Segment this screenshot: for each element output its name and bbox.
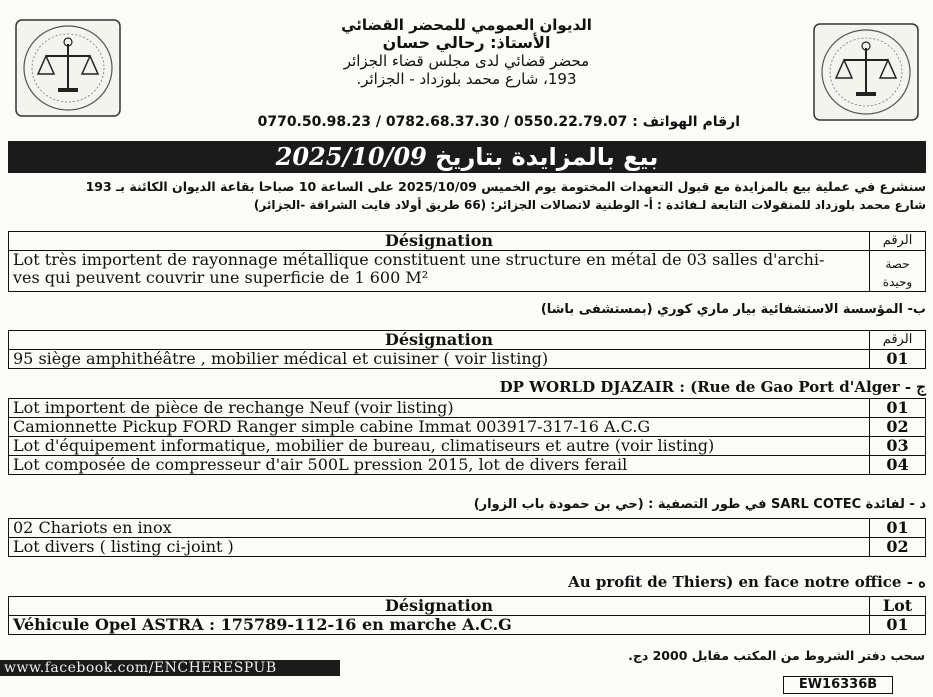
table-row [9,456,925,474]
banner-text: بيع بالمزايدة بتاريخ [435,143,659,171]
number-header: الرقم [869,331,925,349]
table-row [9,437,925,456]
number-header: Lot [869,597,925,615]
table-row [9,350,925,368]
lot-number: 01 [869,616,925,634]
lot-description: Lot composée de compresseur d'air 500L pression 2015, lot de divers ferail [13,456,628,474]
lot-number: 01 [869,350,925,368]
lot-description-line: Lot très importent de rayonnage métallique constituent une structure en métal de 03 salles d'archi- [13,251,825,269]
lot-number [869,251,925,291]
conditions-note: سحب دفتر الشروط من المكتب مقابل 2000 دج. [628,648,925,663]
office-header [140,16,793,88]
lot-description: Camionnette Pickup FORD Ranger simple cabine Immat 003917-317-16 A.C.G [13,418,651,436]
table-header [9,232,925,251]
office-name: الديوان العمومي للمحضر القضائي [341,16,592,34]
section-c-heading: ج - DP WORLD DJAZAIR : (Rue de Gao Port d'Alger [499,378,926,396]
auction-banner [8,141,926,173]
bailiff-title: محضر قضائي لدى مجلس قضاء الجزائر [343,52,590,70]
lot-number: 04 [869,456,925,474]
lot-description: 95 siège amphithéâtre , mobilier médical et cuisiner ( voir listing) [13,350,549,368]
table-header [9,331,925,350]
number-header: الرقم [869,232,925,250]
lot-number: 02 [869,418,925,436]
section-b-heading: ب- المؤسسة الاستشفائية بيار ماري كوري (بمستشفى باشا) [540,302,926,317]
scales-of-justice-icon [14,18,122,118]
lot-table-e [8,596,926,635]
designation-header: Désignation [384,331,494,349]
lot-number: 01 [869,399,925,417]
court-seal-logo-left [14,18,122,118]
lot-description [9,251,869,291]
lot-description: Lot importent de pièce de rechange Neuf (voir listing) [13,399,454,417]
lot-table-d [8,518,926,557]
court-seal-logo-right [812,22,920,122]
phones-value: 0770.50.98.23 / 0782.68.37.30 / 0550.22.79.07 [257,114,628,130]
lot-description-line: ves qui peuvent couvrir une superficie de 1 600 M² [13,268,429,287]
lot-description: 02 Chariots en inox [13,519,172,537]
phone-numbers [200,114,740,130]
table-header [9,597,925,616]
lot-number: 03 [869,437,925,455]
lot-description: Véhicule Opel ASTRA : 175789-112-16 en marche A.C.G [13,616,512,634]
lot-number-line: وحيدة [882,275,913,289]
reference-code: EW16336B [783,676,893,694]
banner-date: 2025/10/09 [275,142,427,171]
intro-line-2: شارع محمد بلوزداد للمنقولات التابعة لـفائدة : أ- الوطنية لاتصالات الجزائر: (66 طريق أولاد فايت الشراقة -الجزائر) [253,198,926,212]
section-d-heading: د - لفائدة SARL COTEC في طور التصفية : (حي بن حمودة باب الزوار) [473,497,926,512]
lot-number: 01 [869,519,925,537]
lot-number: 02 [869,538,925,556]
table-row [9,616,925,634]
lot-table-c [8,398,926,475]
lot-description: Lot d'équipement informatique, mobilier de bureau, climatiseurs et autre (voir listing) [13,437,715,455]
office-address: 193، شارع محمد بلوزداد - الجزائر. [356,70,577,88]
lot-number-line: حصة [885,257,910,271]
table-row [9,538,925,556]
designation-header: Désignation [384,232,494,250]
section-e-heading: ه - Au profit de Thiers) en face notre office [568,573,926,591]
lot-table-a [8,231,926,292]
lot-description: Lot divers ( listing ci-joint ) [13,538,234,556]
website-link[interactable]: www.facebook.com/ENCHERESPUB [0,660,340,676]
scales-of-justice-icon [812,22,920,122]
intro-line-1: سنشرع في عملية بيع بالمزايدة مع قبول التعهدات المختومة يوم الخميس 2025/10/09 على الساعة 10 صباحا بقاعة الديوان الكائنة بـ 193 [85,179,926,194]
table-row [9,251,925,291]
bailiff-name: الأستاذ: رحالي حسان [382,33,551,52]
table-row [9,418,925,437]
table-row [9,519,925,538]
designation-header: Désignation [384,597,494,615]
phones-label: ارقام الهواتف : [632,114,740,130]
lot-table-b [8,330,926,369]
table-row [9,399,925,418]
